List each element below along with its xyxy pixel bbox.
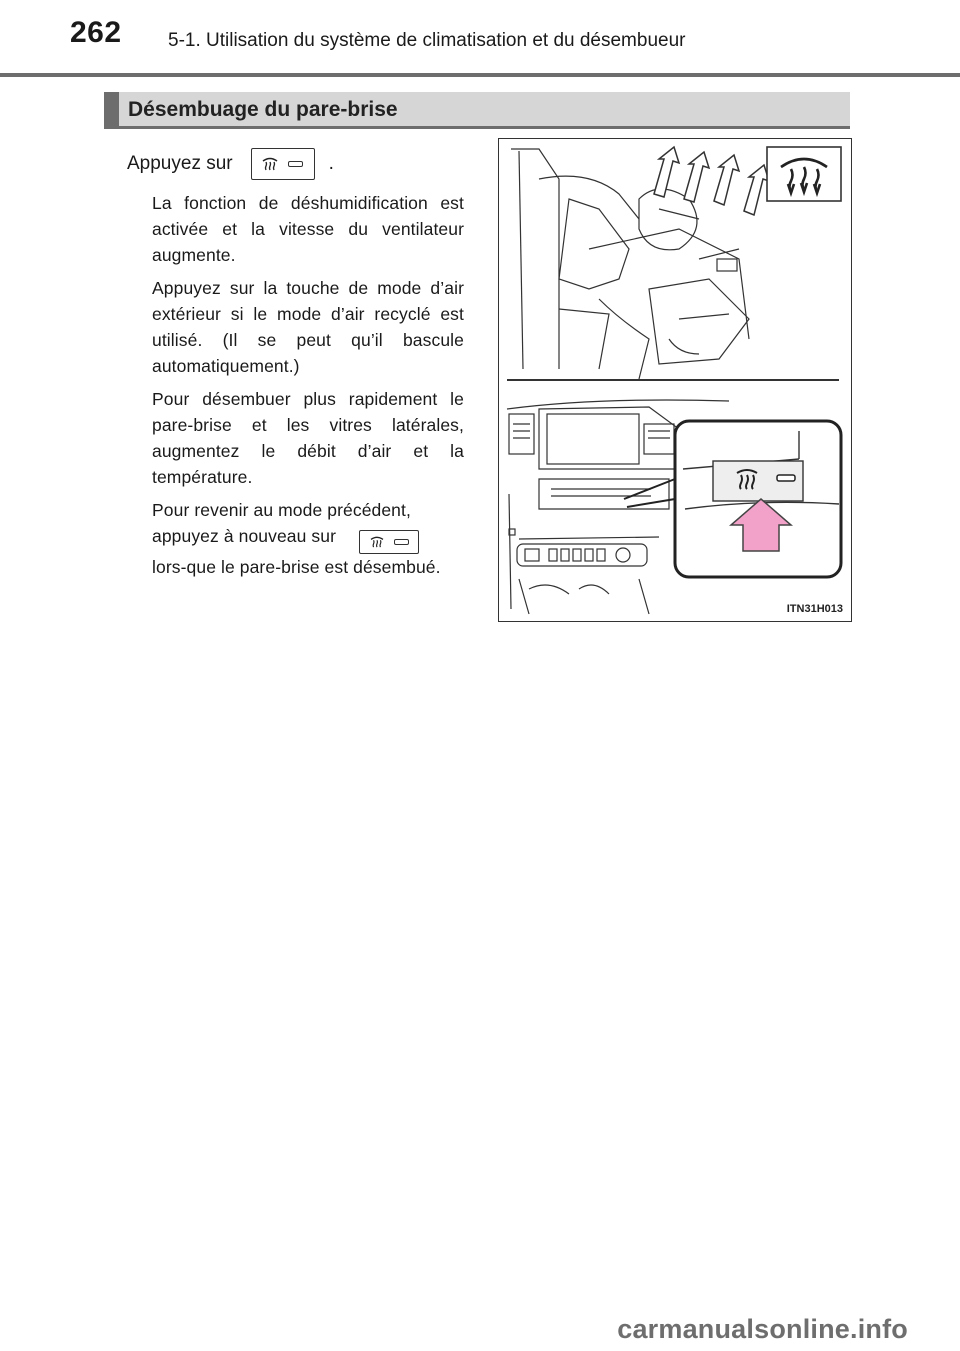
body-text — [127, 146, 464, 587]
car-interior-illustration — [499, 139, 851, 621]
header-rule — [0, 73, 960, 77]
instruction-prefix: Appuyez sur — [127, 153, 233, 174]
section-accent — [104, 92, 119, 129]
running-header: 5-1. Utilisation du système de climatisation et du désembueur — [168, 30, 686, 51]
paragraph-dehumidify: La fonction de déshumidification est activée et la vitesse du ventilateur augmente. — [152, 193, 464, 265]
figure-code: ITN31H013 — [786, 603, 843, 615]
instruction-suffix: . — [328, 153, 334, 174]
defogger-button-icon — [251, 148, 315, 180]
page-number: 262 — [70, 16, 122, 49]
defogger-button-icon-inline — [359, 530, 419, 554]
watermark: carmanualsonline.info — [617, 1314, 908, 1344]
instruction-line — [127, 146, 464, 182]
return-suffix: lors-que le pare-brise est désembué. — [152, 557, 441, 577]
return-prefix: Pour revenir au mode précédent, appuyez à nouveau sur — [152, 500, 411, 546]
windshield-defogger-icon — [370, 536, 384, 548]
illustration-figure — [498, 138, 852, 622]
indicator-light — [288, 161, 303, 167]
indicator-light — [394, 539, 409, 545]
section-heading — [104, 92, 850, 129]
section-title: Désembuage du pare-brise — [128, 98, 398, 121]
paragraph-return — [152, 497, 464, 580]
paragraph-faster-defog: Pour désembuer plus rapidement le pare-brise et les vitres latérales, augmentez le débit d’air et la température. — [152, 389, 464, 487]
windshield-defogger-icon — [262, 157, 278, 171]
paragraph-outside-air: Appuyez sur la touche de mode d’air extérieur si le mode d’air recyclé est utilisé. (Il se peut qu’il bascule automatiquement.) — [152, 278, 464, 376]
